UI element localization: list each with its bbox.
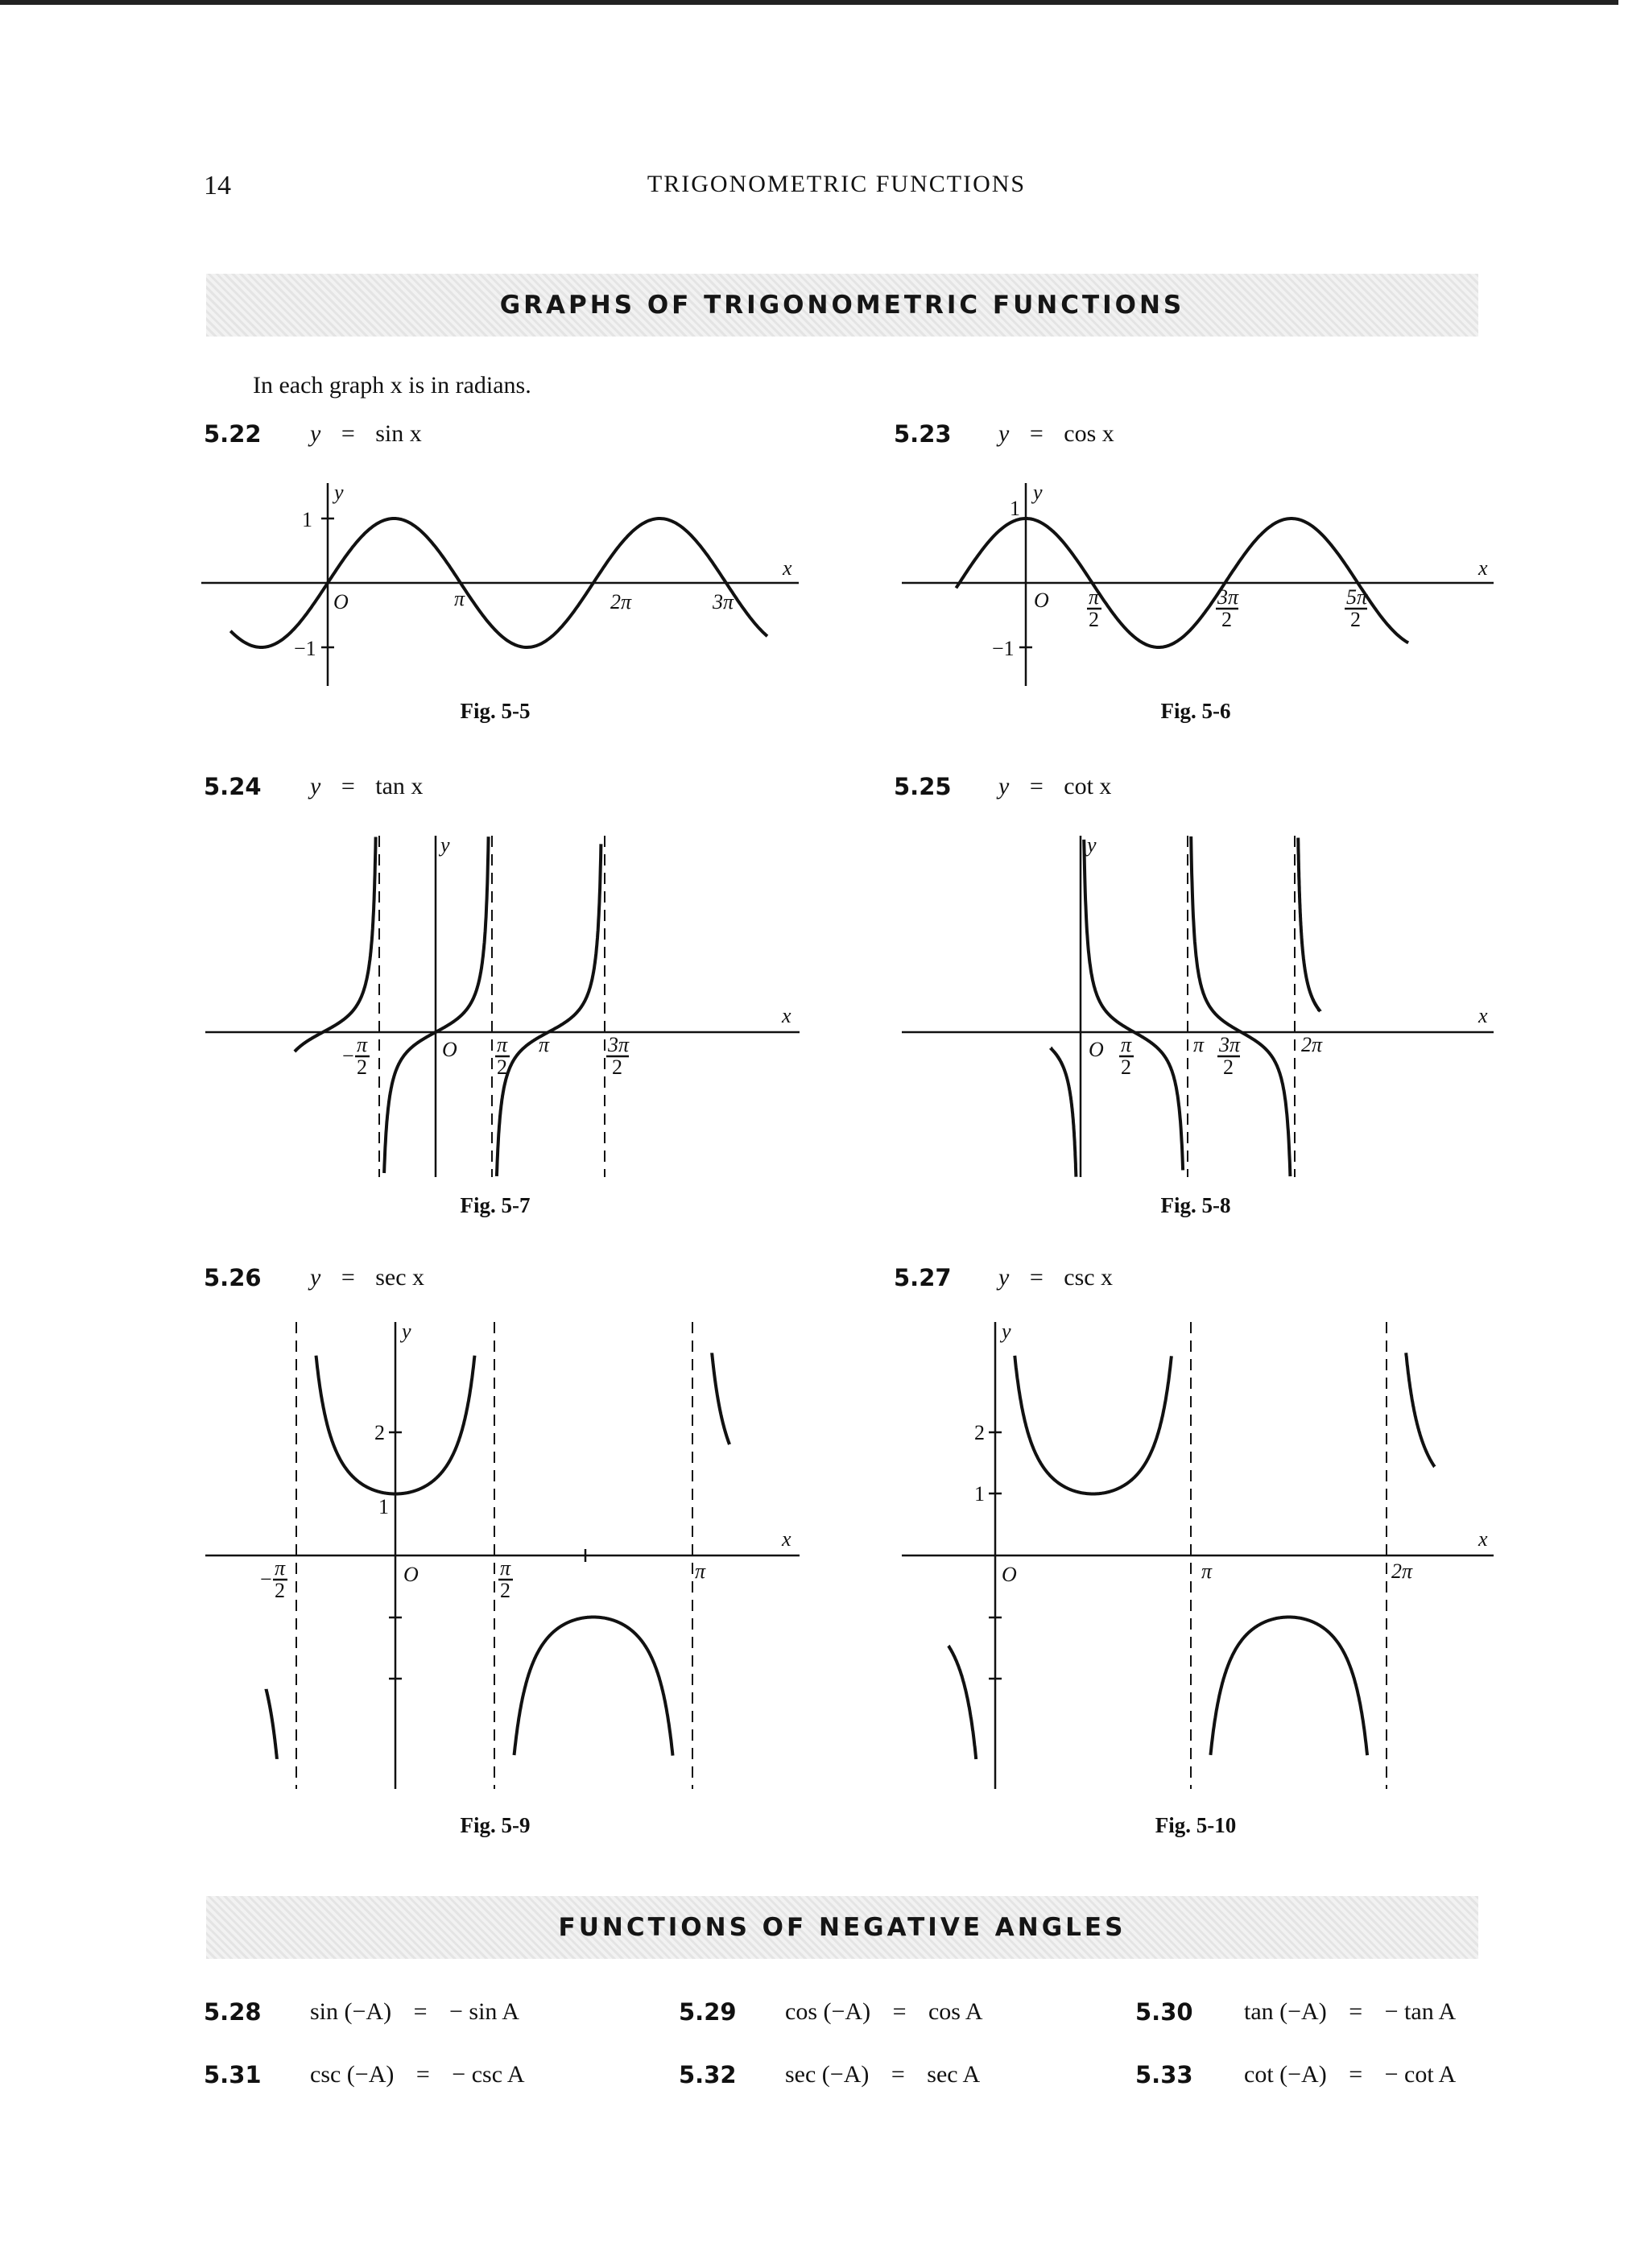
id-rhs: sec A [927,2061,981,2088]
running-head: TRIGONOMETRIC FUNCTIONS [647,171,1027,197]
eq-rhs: cos x [1064,420,1114,447]
frac-den: 2 [500,1579,510,1602]
figure-caption: Fig. 5-9 [460,1813,531,1837]
curve-branch [1084,840,1183,1171]
id-rhs: − sin A [449,1998,519,2025]
eq-rhs: tan x [375,773,424,799]
eq-sign: = [1029,1264,1044,1291]
graph-csc [902,1312,1498,1795]
graph-sin [201,475,805,692]
id-lhs: cos (−A) [785,1998,871,2025]
identity-equation [310,1998,519,2026]
tick-label-pi: π [1201,1560,1213,1583]
frac-den: 2 [1089,608,1099,631]
eq-lhs: y [310,1264,321,1291]
figure-equation [310,1264,424,1291]
tick-label-1: 1 [378,1495,389,1518]
eq-lhs: y [310,773,321,799]
tick-label-pi: π [695,1560,706,1583]
formula-number: 5.25 [894,773,952,800]
tick-label-2: 2 [374,1421,385,1444]
id-sign: = [413,1998,428,2025]
frac-num: π [497,1033,508,1056]
frac-den: 2 [1121,1056,1131,1079]
frac-num: π [500,1556,511,1580]
eq-rhs: sec x [375,1264,425,1291]
minus-sign: − [342,1044,354,1068]
section-banner-graphs [206,274,1478,337]
formula-number: 5.26 [204,1264,262,1291]
identity-number: 5.32 [679,2061,737,2088]
identity-number: 5.31 [204,2061,262,2088]
eq-sign: = [1029,773,1044,799]
intro-text: In each graph x is in radians. [253,372,531,399]
id-lhs: cot (−A) [1244,2061,1327,2088]
frac-num: π [275,1556,286,1580]
identity-equation [785,1998,982,2026]
tick-label-pi: π [454,587,465,610]
top-rule [0,0,1618,5]
tan-curves [295,837,601,1176]
curve-branch [1210,1617,1367,1756]
origin-label: O [333,590,349,613]
frac-num: 3π [608,1033,630,1056]
x-axis-label: x [1478,1004,1488,1027]
identity-number: 5.28 [204,1998,262,2026]
curve-branch [1406,1353,1435,1466]
y-axis-label: y [402,1320,411,1343]
curve-branch [712,1353,729,1444]
frac-num: π [357,1033,368,1056]
figure-caption: Fig. 5-10 [1155,1813,1237,1837]
eq-lhs: y [310,420,321,447]
origin-label: O [1002,1563,1017,1586]
section-title-negative: FUNCTIONS OF NEGATIVE ANGLES [558,1913,1126,1942]
id-rhs: − cot A [1384,2061,1457,2088]
page-number: 14 [204,171,231,200]
id-sign: = [415,2061,430,2088]
eq-rhs: sin x [375,420,422,447]
tick-label-1: 1 [974,1482,985,1506]
figure-caption: Fig. 5-5 [460,699,531,723]
curve-branch [1051,1048,1077,1177]
tick-label-neg1: −1 [992,637,1015,660]
formula-number: 5.24 [204,773,262,800]
curve-branch [1015,1356,1172,1494]
origin-label: O [1089,1038,1104,1061]
id-lhs: csc (−A) [310,2061,395,2088]
id-sign: = [1349,2061,1363,2088]
graph-cos [902,475,1498,692]
tick-label-2pi: 2π [1391,1560,1413,1583]
tick-label-1: 1 [302,508,312,531]
y-axis-label: y [1033,481,1043,504]
eq-sign: = [1029,420,1044,447]
identity-number: 5.29 [679,1998,737,2026]
identity-equation [310,2061,525,2088]
tick-label-pi: π [1193,1033,1205,1056]
curve-branch [295,837,376,1052]
origin-label: O [403,1563,419,1586]
figure-caption: Fig. 5-7 [460,1193,531,1217]
y-axis-label: y [334,481,344,504]
figure-caption: Fig. 5-8 [1160,1193,1231,1217]
figure-equation [998,1264,1113,1291]
cot-curves [1051,837,1320,1177]
eq-rhs: csc x [1064,1264,1114,1291]
graph-sec [205,1312,805,1795]
identity-number: 5.30 [1135,1998,1193,2026]
figure-equation [998,773,1111,800]
identity-equation [785,2061,980,2088]
frac-num: 5π [1346,585,1368,609]
identity-equation [1244,2061,1456,2088]
eq-lhs: y [998,1264,1010,1291]
x-axis-label: x [782,1527,791,1551]
formula-number: 5.22 [204,420,262,448]
id-sign: = [891,2061,905,2088]
id-rhs: − tan A [1384,1998,1457,2025]
y-axis-label: y [1087,833,1097,857]
frac-num: π [1089,585,1100,609]
id-rhs: cos A [928,1998,983,2025]
x-axis-label: x [782,1004,791,1027]
minus-sign: − [260,1568,272,1591]
frac-num: 3π [1219,1033,1241,1056]
tick-label-2pi: 2π [610,590,632,613]
eq-lhs: y [998,420,1010,447]
frac-den: 2 [1350,608,1361,631]
x-axis-label: x [783,556,792,580]
frac-den: 2 [357,1056,367,1079]
curve-branch [1191,837,1290,1176]
x-axis-label: x [1478,1527,1488,1551]
section-banner-negative [206,1896,1478,1959]
tick-label-1: 1 [1010,497,1020,520]
tick-label-2pi: 2π [1301,1033,1323,1056]
origin-label: O [1034,589,1049,612]
id-sign: = [892,1998,907,2025]
id-lhs: sin (−A) [310,1998,392,2025]
frac-den: 2 [1223,1056,1234,1079]
frac-den: 2 [612,1056,622,1079]
id-rhs: − csc A [452,2061,525,2088]
figure-equation [310,773,423,800]
curve-branch [497,844,601,1176]
graph-tan [205,829,805,1184]
formula-number: 5.27 [894,1264,952,1291]
y-axis-label: y [1002,1320,1011,1343]
curve-branch [267,1689,277,1759]
figure-equation [998,420,1114,448]
frac-num: 3π [1217,585,1239,609]
eq-lhs: y [998,773,1010,799]
identity-equation [1244,1998,1456,2026]
y-axis-label: y [440,833,450,857]
frac-den: 2 [1221,608,1232,631]
formula-number: 5.23 [894,420,952,448]
tick-label-pi: π [539,1033,550,1056]
eq-rhs: cot x [1064,773,1112,799]
section-title-graphs: GRAPHS OF TRIGONOMETRIC FUNCTIONS [499,291,1185,320]
id-sign: = [1349,1998,1363,2025]
eq-sign: = [341,773,355,799]
tick-label-neg1: −1 [294,637,316,660]
curve-branch [1298,838,1320,1012]
id-lhs: sec (−A) [785,2061,870,2088]
eq-sign: = [341,1264,355,1291]
frac-num: π [1121,1033,1132,1056]
curve-branch [515,1617,673,1756]
curve-branch [948,1646,976,1759]
identity-number: 5.33 [1135,2061,1193,2088]
graph-cot [902,829,1498,1184]
frac-den: 2 [497,1056,507,1079]
id-lhs: tan (−A) [1244,1998,1327,2025]
figure-caption: Fig. 5-6 [1160,699,1231,723]
origin-label: O [442,1038,457,1061]
tick-label-3pi: 3π [713,590,734,613]
eq-sign: = [341,420,355,447]
figure-equation [310,420,422,448]
tick-label-2: 2 [974,1421,985,1444]
x-axis-label: x [1478,556,1488,580]
frac-den: 2 [275,1579,285,1602]
